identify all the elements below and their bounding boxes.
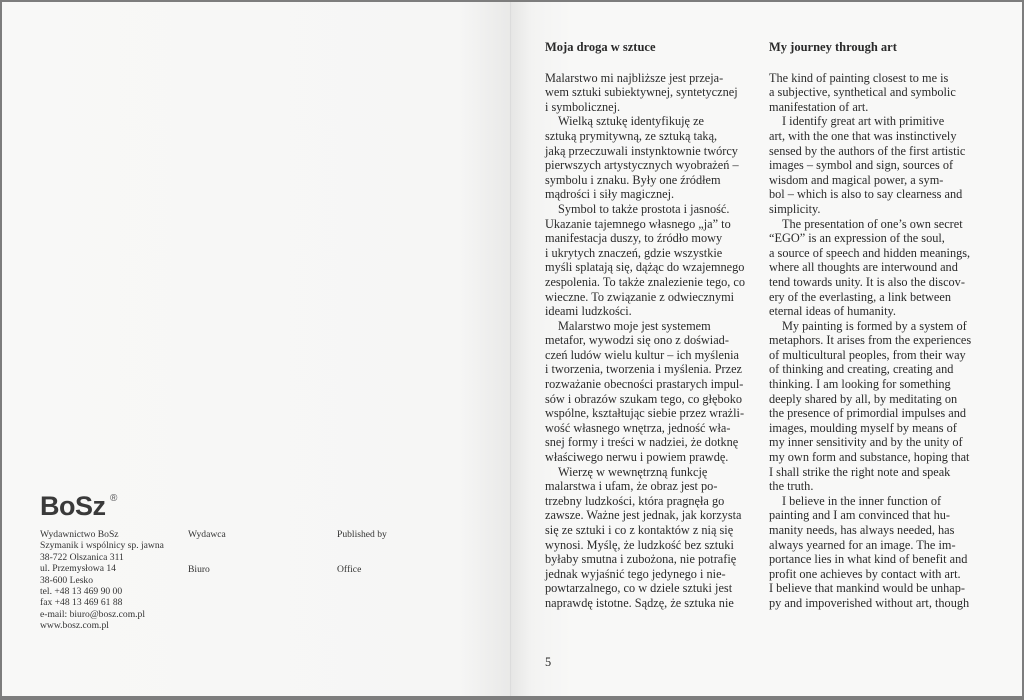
english-text-line: painting and I am convinced that hu- (769, 508, 950, 523)
english-text-line: images, moulding myself by means of (769, 420, 957, 435)
english-text-line: thinking. I am looking for something (769, 377, 951, 392)
address-line: www.bosz.com.pl (40, 620, 109, 632)
english-text-line: my inner sensitivity and by the unity of (769, 435, 963, 450)
polish-text-line: się ze sztuki i co z kontaktów z nią się (545, 523, 734, 537)
polish-text-line: rozważanie obecności prastarych impul- (545, 377, 744, 392)
polish-text-line: trzebny ludzkości, która pragnęła go (545, 493, 725, 508)
polish-text-line: wość własnego wnętrza, jedność wła- (545, 420, 731, 435)
polish-text-line: Ukazanie tajemnego własnego „ja” to (545, 216, 731, 231)
english-body (769, 71, 984, 611)
polish-text-line: Wierzę w wewnętrzną funkcję (558, 464, 708, 479)
polish-column (545, 40, 746, 611)
english-text-line: images – symbol and sign, sources of (769, 158, 954, 173)
english-text-line: “EGO” is an expression of the soul, (769, 231, 945, 246)
english-text-line: metaphors. It arises from the experiences (769, 333, 972, 348)
polish-text-line: i symbolicznej. (545, 99, 621, 114)
english-text-line: eternal ideas of humanity. (769, 304, 896, 319)
english-text-line: tend towards unity. It is also the discov- (769, 274, 965, 289)
publisher-logo (40, 491, 130, 523)
address-line: Szymanik i wspólnicy sp. jawna (40, 540, 164, 552)
polish-text-line: naprawdę istotne. Sądzę, że sztuka nie (545, 595, 734, 610)
polish-body (545, 70, 746, 611)
polish-text-line: zespolenia. To także znalezienie tego, co (545, 274, 746, 289)
polish-text-line: Malarstwo mi najbliższe jest przeja- (545, 70, 724, 85)
polish-text-line: mądrości i siły magicznej. (545, 187, 675, 202)
polish-heading: Moja droga w sztuce (545, 40, 656, 54)
address-line: tel. +48 13 469 90 00 (40, 585, 123, 597)
english-text-line: of thinking and creating, creating and (769, 362, 954, 377)
english-text-line: py and impoverished without art, though (769, 595, 970, 610)
english-text-line: deeply shared by all, by meditating on (769, 391, 958, 406)
english-text-line: I believe in the inner function of (782, 493, 942, 508)
polish-text-line: malarstwa i ufam, że obraz jest po- (545, 479, 718, 494)
english-text-line: wisdom and magical power, a sym- (769, 172, 944, 187)
english-text-line: always yearned for an image. The im- (769, 537, 956, 552)
polish-text-line: metafor, wywodzi się ono z doświad- (545, 333, 729, 348)
role-publisher-en: Published by (337, 529, 387, 540)
english-text-line: manity needs, has always needed, has (769, 523, 955, 537)
english-text-line: profit one achieves by contact with art. (769, 566, 961, 581)
english-text-line: a source of speech and hidden meanings, (769, 245, 971, 260)
english-text-line: sensed by the authors of the first artistic (769, 143, 966, 158)
role-office-en: Office (337, 564, 362, 575)
english-text-line: a subjective, synthetical and symbolic (769, 85, 956, 100)
polish-text-line: Wielką sztukę identyfikuję ze (558, 114, 704, 129)
polish-text-line: pierwszych artystycznych wyobrażeń – (545, 158, 739, 173)
role-office-pl: Biuro (188, 564, 210, 575)
polish-text-line: i tworzenia, tworzenia i myślenia. Przez (545, 362, 743, 377)
english-text-line: I believe that mankind would be unhap- (769, 581, 966, 596)
english-text-line: My painting is formed by a system of (782, 318, 967, 333)
english-text-line: the presence of primordial impulses and (769, 406, 967, 421)
polish-text-line: manifestacja duszy, to źródło mowy (545, 231, 723, 246)
polish-text-line: ideami ludzkości. (545, 304, 632, 319)
address-line: Wydawnictwo BoSz (40, 529, 119, 540)
polish-text-line: byłaby smutna i zubożona, nie potrafię (545, 552, 737, 567)
address-line: 38-722 Olszanica 311 (40, 551, 124, 563)
address-line: ul. Przemysłowa 14 (40, 563, 116, 575)
english-text-line: The presentation of one’s own secret (782, 216, 963, 231)
polish-text-line: sztuką prymitywną, ze sztuką taką, (545, 128, 718, 143)
english-text-line: bol – which is also to say clearness and (769, 187, 963, 202)
polish-text-line: wieczne. To związanie z odwiecznymi (545, 289, 735, 304)
english-text-line: I identify great art with primitive (782, 114, 945, 129)
english-text-line: The kind of painting closest to me is (769, 70, 949, 85)
english-text-line: of multicultural peoples, from their way (769, 347, 966, 362)
polish-text-line: wspólne, kształtując siebie przez wrażli- (545, 406, 745, 421)
english-text-line: ery of the everlasting, a link between (769, 289, 951, 304)
english-text-line: I shall strike the right note and speak (769, 464, 951, 479)
polish-text-line: jaką przeczuwali instynktownie twórcy (545, 143, 738, 158)
english-text-line: manifestation of art. (769, 99, 869, 114)
polish-text-line: jednak wyjaśnić tego jedynego i nie- (545, 566, 726, 581)
english-text-line: portance lies in what kind of benefit and (769, 552, 968, 567)
english-text-line: my own form and substance, hoping that (769, 450, 970, 465)
polish-text-line: i ukrytych znaczeń, gdzie wszystkie (545, 245, 723, 260)
polish-text-line: snej formy i treści w nadziei, że dotknę (545, 435, 739, 450)
english-heading: My journey through art (769, 40, 897, 54)
role-publisher-pl: Wydawca (188, 529, 226, 540)
polish-text-line: wem sztuki subiektywnej, syntetycznej (545, 85, 738, 100)
english-text-line: art, with the one that was instinctively (769, 128, 957, 143)
polish-text-line: Malarstwo moje jest systemem (558, 318, 711, 333)
logo-text: BoSz (40, 491, 106, 521)
polish-text-line: zawsze. Ważne jest jednak, jak korzysta (545, 508, 742, 523)
polish-text-line: myśli splatają się, dążąc do wzajemnego (545, 260, 745, 275)
english-text-line: simplicity. (769, 201, 821, 216)
polish-text-line: czeń ludów wielu kultur – ich myślenia (545, 347, 739, 362)
polish-text-line: symbolu i znaku. Były one źródłem (545, 172, 721, 187)
english-column (769, 40, 984, 611)
polish-text-line: powtarzalnego, co w dziele sztuki jest (545, 581, 733, 596)
address-line: 38-600 Lesko (40, 574, 94, 586)
address-line: e-mail: biuro@bosz.com.pl (40, 608, 146, 620)
registered-mark: ® (110, 493, 118, 504)
polish-text-line: Symbol to także prostota i jasność. (558, 201, 730, 216)
publisher-address (40, 529, 164, 632)
english-text-line: where all thoughts are interwound and (769, 260, 958, 275)
page-number: 5 (545, 655, 552, 669)
address-line: fax +48 13 469 61 88 (40, 597, 123, 609)
polish-text-line: sów i obrazów szukam tego, co głęboko (545, 391, 743, 406)
polish-text-line: wynosi. Myślę, że ludzkość bez sztuki (545, 537, 734, 552)
polish-text-line: właściwego nerwu i powiem prawdę. (545, 450, 729, 465)
english-text-line: the truth. (769, 479, 814, 494)
